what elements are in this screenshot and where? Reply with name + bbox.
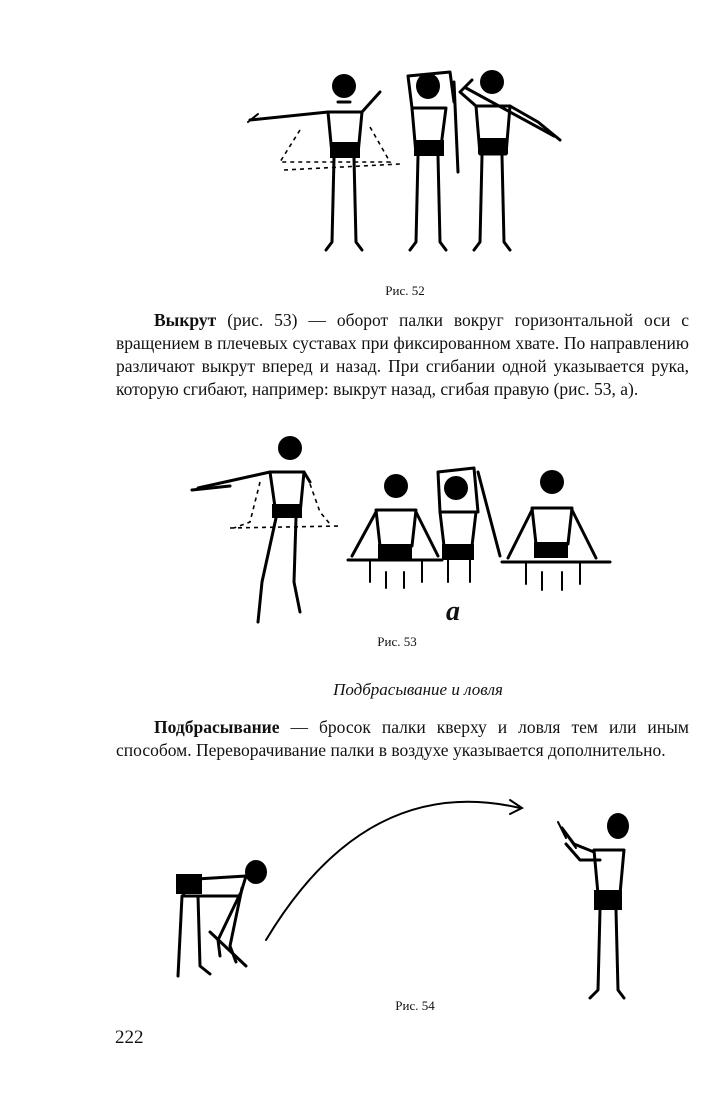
figure-53-illustration (190, 432, 620, 632)
figure-54-caption: Рис. 54 (395, 998, 435, 1013)
figure-54-illustration (170, 790, 640, 1010)
paragraph-vykrut (116, 309, 689, 401)
figure-52-illustration (240, 62, 570, 262)
term-vykrut: Выкрут (154, 310, 217, 330)
figure-54-person-bending (176, 860, 267, 976)
term-podbrasyvanie: Подбрасывание (154, 717, 280, 737)
figure-53-person-standing (192, 436, 340, 622)
figure-54-person-catching (558, 813, 629, 998)
paragraph-vykrut-text: (рис. 53) — оборот палки вокруг горизонтальной оси с вращением в плечевых суставах при фиксированном хвате. По направлению различают выкрут вперед и назад. При сгибании одной указывается рука, которую сгибают, например: выкрут назад, сгибая правую (рис. 53, а). (116, 310, 689, 399)
figure-53-person-seated-2 (438, 468, 500, 582)
figure-53-sublabel: а (446, 596, 460, 627)
section-title: Подбрасывание и ловля (333, 680, 503, 699)
figure-53-person-seated-3 (502, 470, 610, 590)
figure-52-person-1 (248, 74, 400, 250)
paragraph-podbrasyvanie (116, 716, 689, 762)
figure-52-caption: Рис. 52 (385, 283, 425, 298)
figure-52-person-3 (460, 70, 560, 250)
page-number: 222 (115, 1027, 144, 1048)
figure-53-caption: Рис. 53 (377, 634, 417, 649)
figure-53-person-seated-1 (348, 474, 442, 588)
figure-52-person-2 (408, 72, 458, 250)
paragraph-podbrasyvanie-text: — бросок палки кверху и ловля тем или иным способом. Переворачивание палки в воздухе указывается дополнительно. (116, 717, 689, 760)
figure-54-throw-arc (266, 802, 520, 940)
